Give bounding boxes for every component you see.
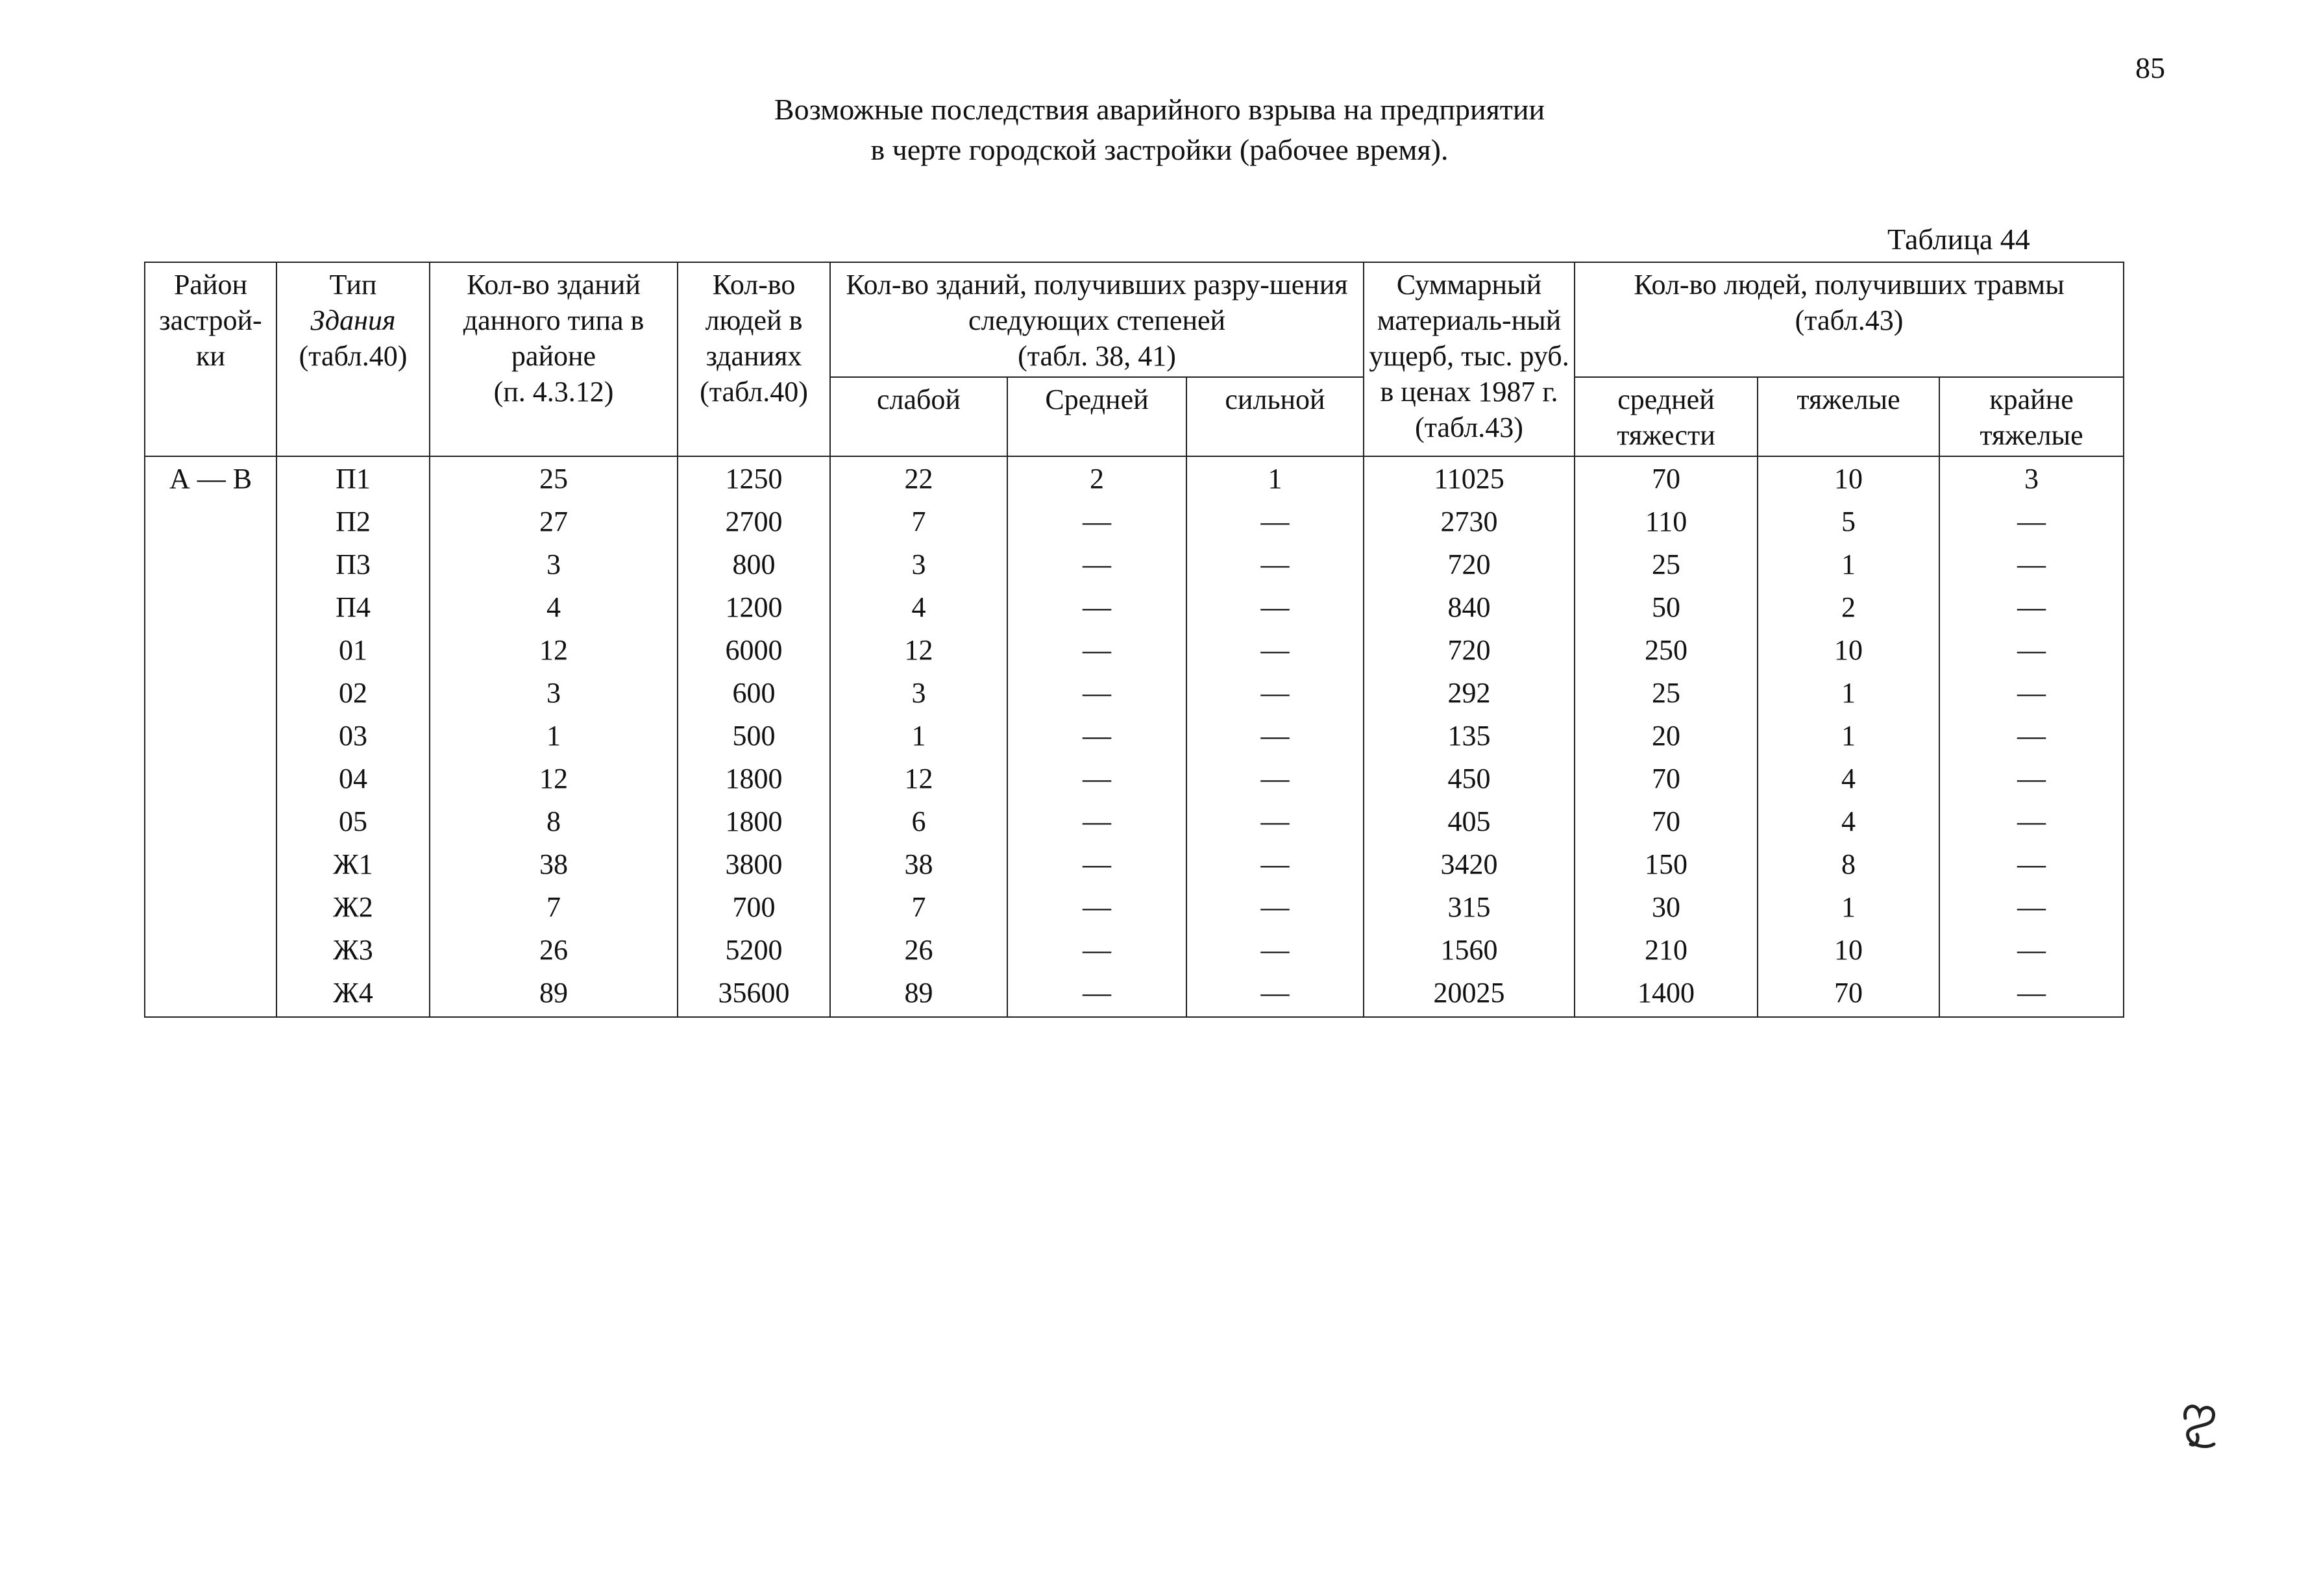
cell-strong: — — [1186, 674, 1364, 717]
table-row — [145, 631, 2124, 674]
cell-district — [145, 674, 276, 717]
cell-buildings: 27 — [430, 502, 678, 545]
cell-inj-severe: 1 — [1758, 888, 1939, 931]
table-row — [145, 588, 2124, 631]
cell-inj-severe: 2 — [1758, 588, 1939, 631]
cell-inj-medium: 1400 — [1575, 974, 1758, 1017]
cell-people: 2700 — [678, 502, 830, 545]
cell-type: Ж4 — [276, 974, 430, 1017]
page-number: 85 — [2135, 51, 2165, 84]
table-row — [145, 845, 2124, 888]
cell-inj-severe: 1 — [1758, 545, 1939, 588]
cell-district — [145, 888, 276, 931]
cell-strong: — — [1186, 502, 1364, 545]
cell-type: Ж3 — [276, 931, 430, 974]
cell-weak: 89 — [830, 974, 1007, 1017]
cell-inj-severe: 10 — [1758, 456, 1939, 502]
table-row — [145, 545, 2124, 588]
header-injured-medium: средней тяжести — [1575, 377, 1758, 456]
cell-damage: 405 — [1364, 802, 1575, 845]
header-people-count-text: Кол-во людей в зданиях — [705, 269, 803, 372]
cell-people: 1800 — [678, 759, 830, 802]
cell-weak: 3 — [830, 674, 1007, 717]
header-damaged-medium: Средней — [1007, 377, 1186, 456]
header-injured-group-ref: (табл.43) — [1795, 304, 1904, 336]
cell-damage: 135 — [1364, 717, 1575, 759]
cell-buildings: 8 — [430, 802, 678, 845]
cell-inj-severe: 1 — [1758, 717, 1939, 759]
cell-inj-medium: 150 — [1575, 845, 1758, 888]
cell-strong: — — [1186, 759, 1364, 802]
header-material-damage — [1364, 262, 1575, 456]
cell-weak: 6 — [830, 802, 1007, 845]
cell-damage: 2730 — [1364, 502, 1575, 545]
cell-type: 01 — [276, 631, 430, 674]
cell-people: 600 — [678, 674, 830, 717]
cell-inj-extreme: — — [1939, 802, 2124, 845]
table-row — [145, 974, 2124, 1017]
cell-type: П4 — [276, 588, 430, 631]
cell-inj-medium: 250 — [1575, 631, 1758, 674]
cell-type: П2 — [276, 502, 430, 545]
cell-inj-extreme: — — [1939, 974, 2124, 1017]
cell-strong: — — [1186, 717, 1364, 759]
title-line-2: в черте городской застройки (рабочее время). — [870, 133, 1449, 166]
header-people-count — [678, 262, 830, 456]
cell-damage: 315 — [1364, 888, 1575, 931]
header-people-count-ref: (табл.40) — [700, 376, 808, 408]
cell-inj-extreme: — — [1939, 717, 2124, 759]
handwritten-mark-icon — [2178, 1399, 2223, 1457]
cell-strong: — — [1186, 802, 1364, 845]
cell-type: 05 — [276, 802, 430, 845]
cell-people: 1250 — [678, 456, 830, 502]
cell-inj-extreme: — — [1939, 631, 2124, 674]
cell-buildings: 12 — [430, 631, 678, 674]
header-type-line2: Здания — [310, 304, 396, 336]
cell-weak: 12 — [830, 631, 1007, 674]
cell-buildings: 1 — [430, 717, 678, 759]
cell-inj-severe: 1 — [1758, 674, 1939, 717]
cell-type: П3 — [276, 545, 430, 588]
cell-weak: 3 — [830, 545, 1007, 588]
cell-strong: — — [1186, 845, 1364, 888]
cell-district — [145, 545, 276, 588]
cell-inj-medium: 20 — [1575, 717, 1758, 759]
cell-medium: — — [1007, 545, 1186, 588]
cell-district — [145, 502, 276, 545]
cell-medium: — — [1007, 974, 1186, 1017]
header-damaged-group-text: Кол-во зданий, получивших разру-шения следующих степеней — [846, 269, 1348, 336]
cell-people: 1200 — [678, 588, 830, 631]
cell-district — [145, 759, 276, 802]
cell-weak: 1 — [830, 717, 1007, 759]
cell-district — [145, 974, 276, 1017]
cell-weak: 22 — [830, 456, 1007, 502]
cell-buildings: 3 — [430, 545, 678, 588]
cell-damage: 11025 — [1364, 456, 1575, 502]
cell-inj-severe: 10 — [1758, 931, 1939, 974]
cell-inj-severe: 10 — [1758, 631, 1939, 674]
cell-strong: — — [1186, 588, 1364, 631]
cell-medium: — — [1007, 631, 1186, 674]
cell-buildings: 25 — [430, 456, 678, 502]
header-type-line3: (табл.40) — [299, 340, 408, 372]
cell-damage: 292 — [1364, 674, 1575, 717]
cell-type: П1 — [276, 456, 430, 502]
header-injured-extreme: крайне тяжелые — [1939, 377, 2124, 456]
cell-buildings: 12 — [430, 759, 678, 802]
cell-inj-extreme: — — [1939, 588, 2124, 631]
title-line-1: Возможные последствия аварийного взрыва на предприятии — [774, 93, 1545, 126]
cell-medium: — — [1007, 588, 1186, 631]
cell-strong: 1 — [1186, 456, 1364, 502]
cell-people: 1800 — [678, 802, 830, 845]
header-buildings-count-ref: (п. 4.3.12) — [493, 376, 614, 408]
table-row — [145, 759, 2124, 802]
cell-inj-medium: 70 — [1575, 759, 1758, 802]
header-type-line1: Тип — [329, 269, 377, 301]
table-row — [145, 931, 2124, 974]
cell-people: 500 — [678, 717, 830, 759]
table-row — [145, 456, 2124, 502]
cell-inj-extreme: — — [1939, 759, 2124, 802]
cell-people: 6000 — [678, 631, 830, 674]
cell-strong: — — [1186, 631, 1364, 674]
cell-inj-severe: 70 — [1758, 974, 1939, 1017]
cell-medium: — — [1007, 802, 1186, 845]
cell-district — [145, 631, 276, 674]
cell-inj-medium: 210 — [1575, 931, 1758, 974]
header-damaged-weak: слабой — [830, 377, 1007, 456]
cell-buildings: 26 — [430, 931, 678, 974]
cell-buildings: 89 — [430, 974, 678, 1017]
table-row — [145, 888, 2124, 931]
cell-people: 800 — [678, 545, 830, 588]
cell-inj-severe: 4 — [1758, 759, 1939, 802]
cell-inj-extreme: — — [1939, 845, 2124, 888]
cell-damage: 450 — [1364, 759, 1575, 802]
header-injured-group-text: Кол-во людей, получивших травмы — [1634, 269, 2065, 301]
cell-inj-medium: 110 — [1575, 502, 1758, 545]
cell-damage: 720 — [1364, 631, 1575, 674]
cell-inj-extreme: — — [1939, 545, 2124, 588]
cell-strong: — — [1186, 888, 1364, 931]
cell-type: Ж1 — [276, 845, 430, 888]
header-buildings-count — [430, 262, 678, 456]
cell-district — [145, 802, 276, 845]
header-type — [276, 262, 430, 456]
cell-inj-medium: 25 — [1575, 674, 1758, 717]
cell-weak: 7 — [830, 888, 1007, 931]
cell-strong: — — [1186, 974, 1364, 1017]
cell-weak: 7 — [830, 502, 1007, 545]
cell-medium: — — [1007, 759, 1186, 802]
cell-buildings: 3 — [430, 674, 678, 717]
cell-weak: 12 — [830, 759, 1007, 802]
cell-district — [145, 845, 276, 888]
cell-weak: 4 — [830, 588, 1007, 631]
cell-type: 04 — [276, 759, 430, 802]
cell-damage: 3420 — [1364, 845, 1575, 888]
header-district: Район застрой-ки — [145, 262, 276, 456]
cell-medium: — — [1007, 888, 1186, 931]
cell-medium: — — [1007, 674, 1186, 717]
cell-district — [145, 931, 276, 974]
cell-inj-medium: 50 — [1575, 588, 1758, 631]
header-damaged-group-ref: (табл. 38, 41) — [1018, 340, 1176, 372]
cell-inj-extreme: — — [1939, 888, 2124, 931]
header-material-damage-text: Суммарный материаль-ный ущерб, тыс. руб. в ценах 1987 г. — [1369, 269, 1569, 408]
cell-inj-medium: 70 — [1575, 802, 1758, 845]
cell-inj-medium: 30 — [1575, 888, 1758, 931]
cell-weak: 38 — [830, 845, 1007, 888]
cell-inj-extreme: — — [1939, 502, 2124, 545]
cell-damage: 20025 — [1364, 974, 1575, 1017]
header-damaged-strong: сильной — [1186, 377, 1364, 456]
cell-inj-extreme: — — [1939, 674, 2124, 717]
cell-inj-extreme: 3 — [1939, 456, 2124, 502]
cell-inj-severe: 4 — [1758, 802, 1939, 845]
cell-inj-extreme: — — [1939, 931, 2124, 974]
cell-buildings: 38 — [430, 845, 678, 888]
cell-weak: 26 — [830, 931, 1007, 974]
cell-district: А — В — [145, 456, 276, 502]
cell-inj-severe: 8 — [1758, 845, 1939, 888]
cell-damage: 840 — [1364, 588, 1575, 631]
cell-type: 02 — [276, 674, 430, 717]
cell-buildings: 7 — [430, 888, 678, 931]
table-row — [145, 717, 2124, 759]
cell-inj-medium: 25 — [1575, 545, 1758, 588]
cell-people: 35600 — [678, 974, 830, 1017]
consequences-table — [144, 262, 2124, 1018]
cell-type: 03 — [276, 717, 430, 759]
table-row — [145, 502, 2124, 545]
cell-type: Ж2 — [276, 888, 430, 931]
header-damaged-group — [830, 262, 1364, 377]
document-title — [0, 90, 2319, 170]
cell-medium: — — [1007, 845, 1186, 888]
header-material-damage-ref: (табл.43) — [1415, 411, 1523, 443]
cell-buildings: 4 — [430, 588, 678, 631]
cell-medium: — — [1007, 931, 1186, 974]
header-injured-severe: тяжелые — [1758, 377, 1939, 456]
cell-inj-medium: 70 — [1575, 456, 1758, 502]
header-buildings-count-text: Кол-во зданий данного типа в районе — [463, 269, 644, 372]
header-injured-group — [1575, 262, 2124, 377]
cell-district — [145, 717, 276, 759]
cell-people: 3800 — [678, 845, 830, 888]
cell-damage: 1560 — [1364, 931, 1575, 974]
cell-medium: — — [1007, 502, 1186, 545]
table-caption: Таблица 44 — [1887, 223, 2030, 256]
cell-district — [145, 588, 276, 631]
cell-strong: — — [1186, 545, 1364, 588]
cell-people: 700 — [678, 888, 830, 931]
cell-medium: 2 — [1007, 456, 1186, 502]
table-body — [145, 456, 2124, 1017]
cell-inj-severe: 5 — [1758, 502, 1939, 545]
cell-damage: 720 — [1364, 545, 1575, 588]
cell-people: 5200 — [678, 931, 830, 974]
cell-medium: — — [1007, 717, 1186, 759]
table-row — [145, 802, 2124, 845]
table-row — [145, 674, 2124, 717]
cell-strong: — — [1186, 931, 1364, 974]
